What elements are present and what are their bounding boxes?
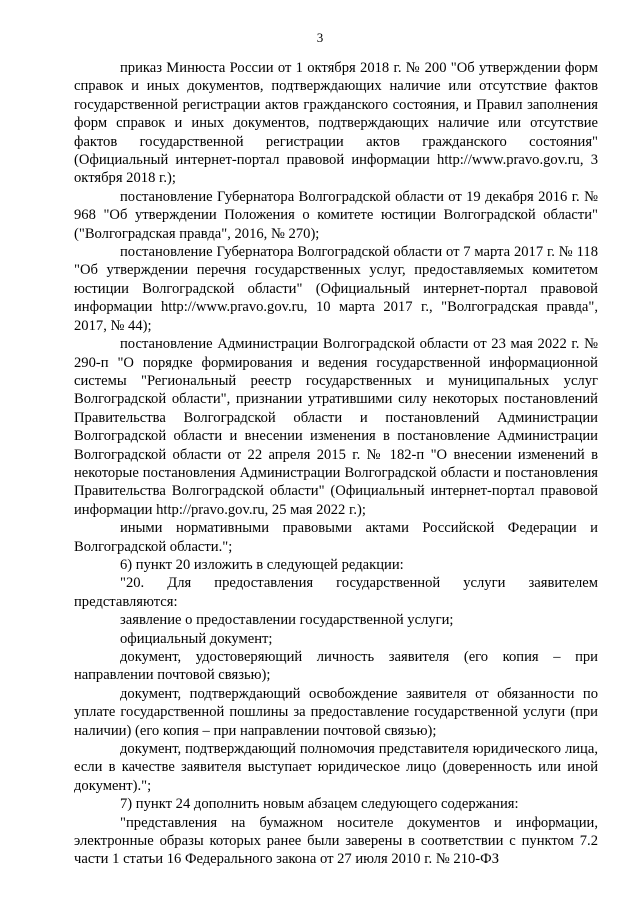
paragraph-clause-20: "20. Для предоставления государственной услуги заявителем представляются:: [74, 575, 598, 610]
paragraph-item-6: 6) пункт 20 изложить в следующей редакции:: [120, 556, 404, 573]
document-body: [74, 59, 598, 869]
paragraph-item-7: 7) пункт 24 дополнить новым абзацем следующего содержания:: [120, 796, 519, 813]
paragraph-other-acts: иными нормативными правовыми актами Российской Федерации и Волгоградской области.";: [74, 520, 598, 555]
paragraph-administration-decree-290: постановление Администрации Волгоградской области от 23 мая 2022 г. № 290-п "О порядке формирования и ведения государственной информационной системы "Региональный реестр государственных и муниципальных услуг Волгоградской области", признании утратившими силу некоторых постановлений Правительства Волгоградской области и постановлений Администрации Волгоградской области и внесении изменения в постановление Администрации Волгоградской области от 22 апреля 2015 г. № 182-п "О внесении изменений в некоторые постановления Администрации Волгоградской области и постановления Правительства Волгоградской области" (Официальный интернет-портал правовой информации http://pravo.gov.ru, 25 мая 2022 г.);: [74, 336, 598, 518]
page-number: 3: [316, 30, 324, 45]
paragraph-order-minjust: приказ Минюста России от 1 октября 2018 г. № 200 "Об утверждении форм справок и иных документов, подтверждающих наличие или отсутствие фактов государственной регистрации актов гражданского состояния, и Правил заполнения форм справок и иных документов, подтверждающих наличие или отсутствие фактов государственной регистрации актов гражданского состояния" (Официальный интернет-портал правовой информации http://www.pravo.gov.ru, 3 октября 2018 г.);: [74, 60, 598, 187]
paragraph-application: заявление о предоставлении государственной услуги;: [120, 612, 454, 629]
paragraph-paper-documents: "представления на бумажном носителе документов и информации, электронные образы которых ранее были заверены в соответствии с пунктом 7.2 части 1 статьи 16 Федерального закона от 27 июля 2010 г. № 210-ФЗ: [74, 814, 598, 868]
paragraph-governor-decree-968: постановление Губернатора Волгоградской области от 19 декабря 2016 г. № 968 "Об утверждении Положения о комитете юстиции Волгоградской области" ("Волгоградская правда", 2016, № 270);: [74, 188, 598, 242]
paragraph-fee-exemption: документ, подтверждающий освобождение заявителя от обязанности по уплате государственной пошлины за предоставление государственной услуги (при наличии) (его копия – при направлении почтовой связью);: [74, 685, 598, 739]
paragraph-identity-document: документ, удостоверяющий личность заявителя (его копия – при направлении почтовой связью);: [74, 649, 598, 684]
paragraph-official-document: официальный документ;: [120, 630, 273, 647]
paragraph-representative-authority: документ, подтверждающий полномочия представителя юридического лица, если в качестве заявителя выступает юридическое лицо (доверенность или иной документ).";: [74, 741, 598, 794]
paragraph-governor-decree-118: постановление Губернатора Волгоградской области от 7 марта 2017 г. № 118 "Об утверждении перечня государственных услуг, предоставляемых комитетом юстиции Волгоградской области" (Официальный интернет-портал правовой информации http://www.pravo.gov.ru, 10 марта 2017 г., "Волгоградская правда", 2017, № 44);: [74, 244, 598, 334]
